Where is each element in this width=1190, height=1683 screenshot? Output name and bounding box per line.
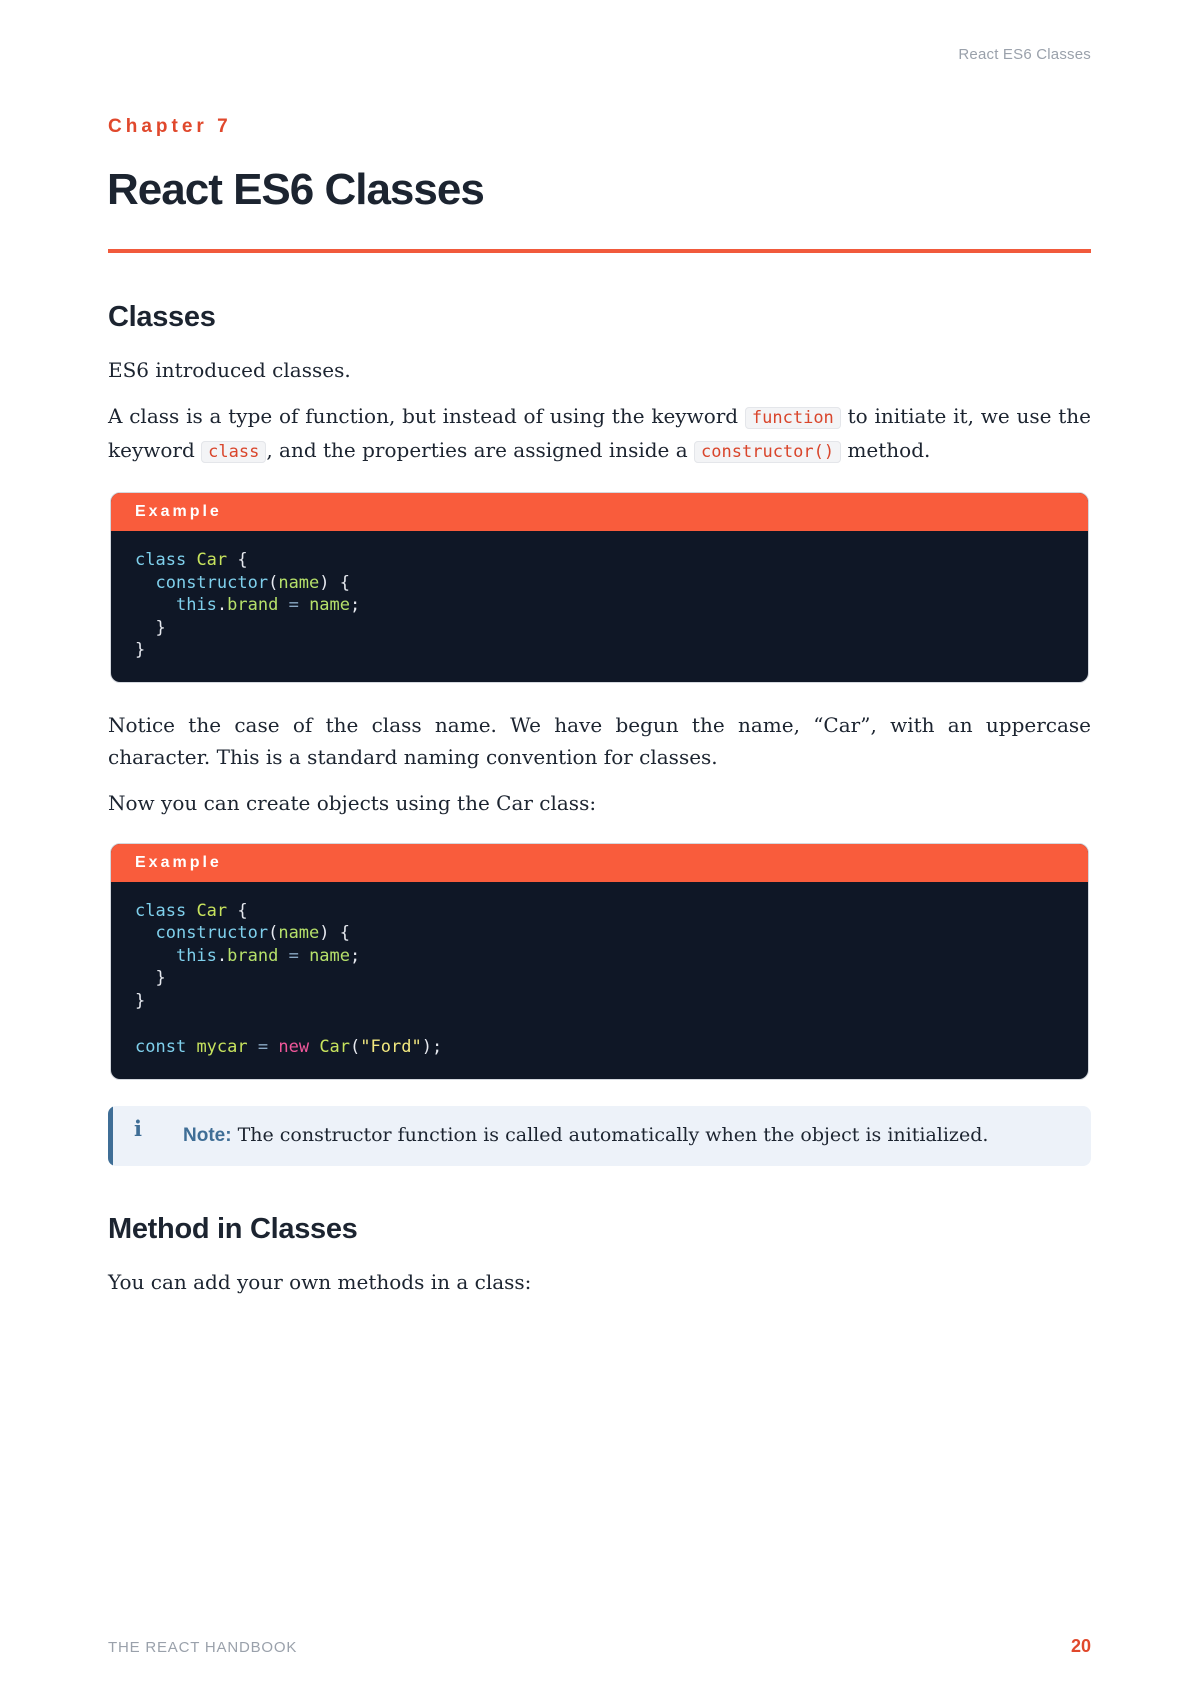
inline-code-constructor: constructor()	[694, 441, 841, 463]
title-rule	[108, 249, 1091, 253]
text-run: , and the properties are assigned inside a	[266, 438, 695, 462]
chapter-label: Chapter 7	[108, 116, 232, 137]
text-run: A class is a type of function, but instead of using the keyword	[108, 404, 745, 428]
inline-code-class: class	[201, 441, 266, 463]
example-label: Example	[111, 493, 1088, 531]
example-box-2	[110, 843, 1089, 1080]
code-line: }	[155, 617, 166, 638]
code-line: }	[135, 640, 146, 660]
code-line: }	[135, 990, 146, 1011]
example-box-1	[110, 492, 1089, 683]
code-line: this.brand = name;	[175, 595, 361, 615]
code-block-2[interactable]	[111, 882, 1088, 1079]
inline-code-function: function	[745, 407, 841, 429]
code-line: constructor(name) {	[155, 572, 351, 593]
running-head: React ES6 Classes	[958, 46, 1091, 63]
code-blank-line	[135, 1012, 1064, 1036]
section-heading-classes: Classes	[108, 301, 216, 333]
info-icon: i	[134, 1115, 142, 1141]
paragraph-intro: ES6 introduced classes.	[108, 358, 351, 382]
page-content	[108, 300, 1091, 1312]
footer-book-title: THE REACT HANDBOOK	[108, 1639, 298, 1656]
code-block-1[interactable]	[111, 531, 1088, 682]
code-line: class Car {	[135, 550, 248, 570]
code-line: class Car {	[135, 900, 248, 921]
section-heading-methods: Method in Classes	[108, 1212, 358, 1245]
paragraph-methods-intro: You can add your own methods in a class:	[108, 1269, 532, 1294]
code-line: this.brand = name;	[175, 945, 361, 966]
paragraph-class-definition	[108, 400, 1091, 468]
text-run: method.	[841, 438, 931, 462]
note-accent-bar	[108, 1106, 113, 1166]
code-line: constructor(name) {	[155, 923, 351, 943]
paragraph-create-objects: Now you can create objects using the Car class:	[108, 790, 597, 815]
text-run: to initiate it, we use the keyword	[108, 404, 1091, 462]
note-label: Note:	[183, 1124, 232, 1146]
example-label: Example	[111, 844, 1088, 882]
note-callout	[108, 1106, 1091, 1166]
code-line: const mycar = new Car("Ford");	[135, 1037, 443, 1057]
note-text	[183, 1120, 988, 1151]
code-line: }	[155, 968, 166, 988]
paragraph-naming-convention: Notice the case of the class name. We have begun the name, “Car”, with an uppercase character. This is a standard naming convention for classes.	[108, 712, 1091, 769]
note-body: The constructor function is called automatically when the object is initialized.	[231, 1123, 989, 1146]
chapter-title: React ES6 Classes	[107, 165, 484, 214]
page-number: 20	[1070, 1636, 1091, 1656]
